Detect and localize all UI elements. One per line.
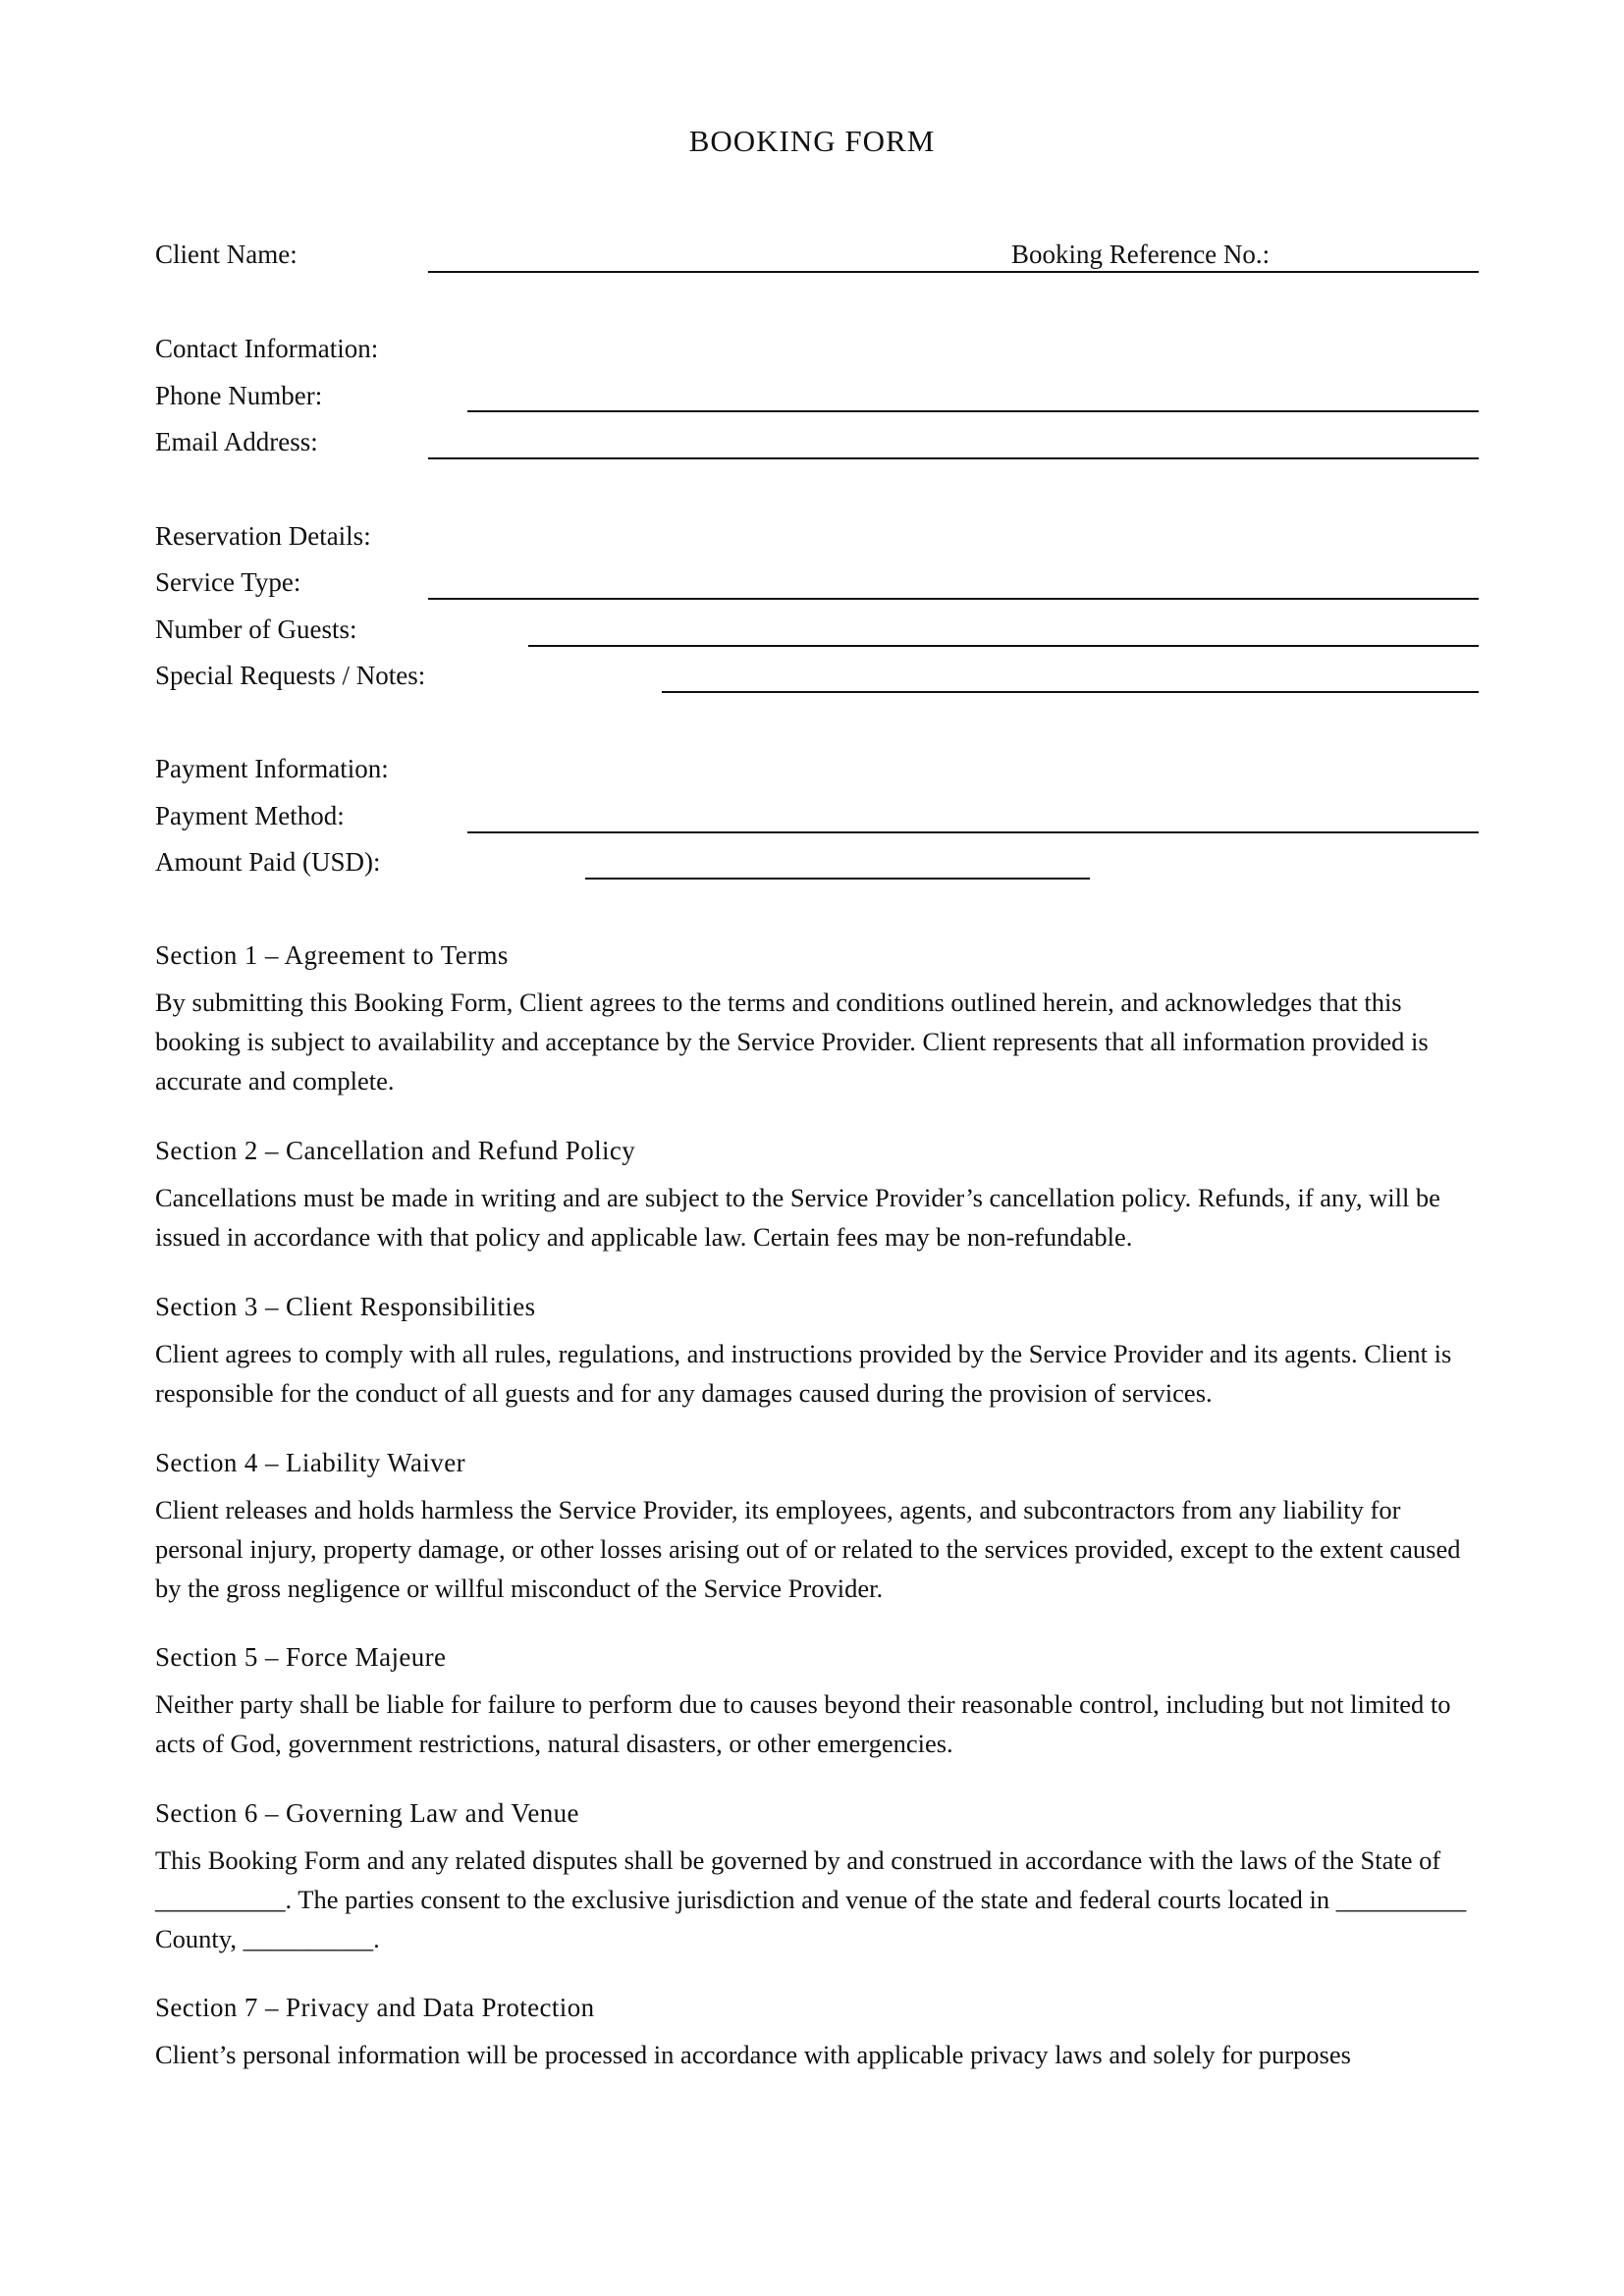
section-4-body: Client releases and holds harmless the Service Provider, its employees, agents, and subcontractors from any liability for personal injury, property damage, or other losses arising out of or related to the services provided, except to the extent caused by the gross negligence or willful misconduct of the Service Provider. <box>155 1495 1461 1603</box>
section-6-heading: Section 6 – Governing Law and Venue <box>155 1798 579 1828</box>
booking-reference-label: Booking Reference No.: <box>1011 240 1271 269</box>
phone-number-label: Phone Number: <box>155 381 323 410</box>
client-name-field[interactable] <box>428 271 1479 273</box>
section-1-body: By submitting this Booking Form, Client agrees to the terms and conditions outlined herein, and acknowledges that this booking is subject to availability and acceptance by the Service Provider. Client represents that all information provided is accurate and complete. <box>155 988 1429 1095</box>
section-4-heading: Section 4 – Liability Waiver <box>155 1448 465 1477</box>
amount-paid-label: Amount Paid (USD): <box>155 847 381 877</box>
payment-information-heading: Payment Information: <box>155 754 389 783</box>
special-requests-field[interactable] <box>662 691 1479 693</box>
section-2-body: Cancellations must be made in writing and are subject to the Service Provider’s cancellation policy. Refunds, if any, will be issued in accordance with that policy and applicable law. Certain fees may be non-refundable. <box>155 1183 1440 1252</box>
email-address-field[interactable] <box>428 457 1479 459</box>
number-of-guests-field[interactable] <box>528 645 1479 647</box>
phone-number-field[interactable] <box>467 410 1479 412</box>
special-requests-label: Special Requests / Notes: <box>155 661 426 690</box>
section-7-body: Client’s personal information will be processed in accordance with applicable privacy laws and solely for purposes <box>155 2040 1351 2069</box>
section-3-body: Client agrees to comply with all rules, regulations, and instructions provided by the Service Provider and its agents. Client is responsible for the conduct of all guests and for any damages caused during the provision of services. <box>155 1339 1452 1408</box>
section-5-body: Neither party shall be liable for failure to perform due to causes beyond their reasonable control, including but not limited to acts of God, government restrictions, natural disasters, or other emergencies. <box>155 1689 1451 1758</box>
email-address-label: Email Address: <box>155 427 318 456</box>
amount-paid-field[interactable] <box>585 878 1090 880</box>
section-6-body: This Booking Form and any related disputes shall be governed by and construed in accordance with the laws of the State of __________. The parties consent to the exclusive jurisdiction and venue of the state and federal courts located in __________ County, __________. <box>155 1845 1467 1953</box>
service-type-label: Service Type: <box>155 567 301 597</box>
reservation-details-heading: Reservation Details: <box>155 521 371 551</box>
service-type-field[interactable] <box>428 598 1479 600</box>
section-2-heading: Section 2 – Cancellation and Refund Policy <box>155 1136 636 1165</box>
client-name-label: Client Name: <box>155 240 298 269</box>
section-1-heading: Section 1 – Agreement to Terms <box>155 940 509 970</box>
payment-method-field[interactable] <box>467 831 1479 833</box>
contact-information-heading: Contact Information: <box>155 334 379 363</box>
section-7-heading: Section 7 – Privacy and Data Protection <box>155 1993 595 2022</box>
section-3-heading: Section 3 – Client Responsibilities <box>155 1292 536 1321</box>
section-5-heading: Section 5 – Force Majeure <box>155 1642 447 1672</box>
page-title: BOOKING FORM <box>688 124 936 158</box>
payment-method-label: Payment Method: <box>155 801 345 830</box>
number-of-guests-label: Number of Guests: <box>155 614 357 644</box>
